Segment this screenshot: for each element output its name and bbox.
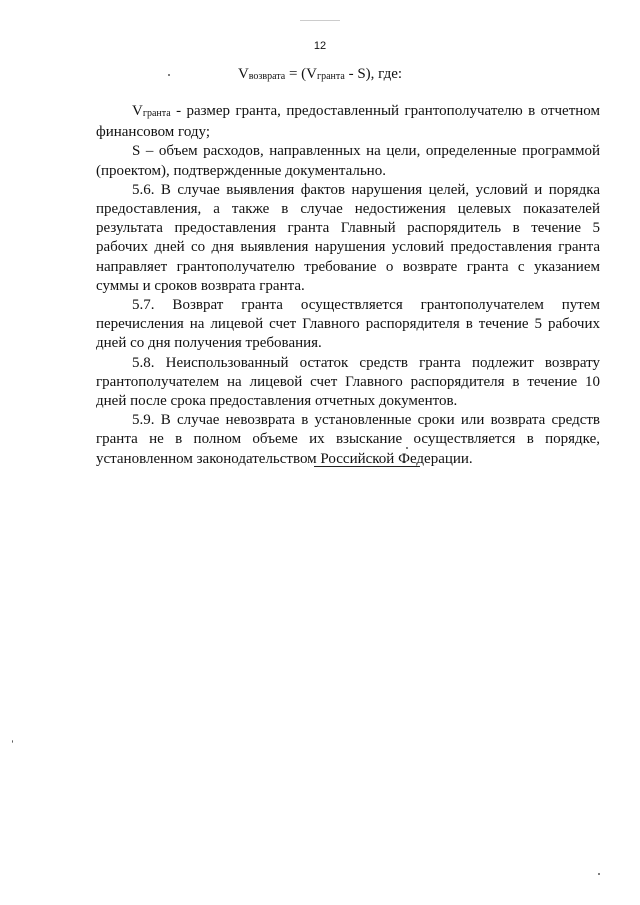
definition-v-symbol: V [132,103,143,119]
definition-v-subscript: гранта [142,108,171,119]
clause-5-6: 5.6. В случае выявления фактов нарушения целей, условий и порядка предоставления, а также в случае недостижения целевых показателей результата предоставления гранта Главный распорядитель в течение 5 рабочих дней со дня выявления нарушения условий предоставления гранта направляет грантополучателю требование о возврате гранта с указанием суммы и сроков возврата гранта. [96,181,600,294]
end-separator-line [314,466,420,467]
scan-speck [406,447,408,449]
clause-5-8: 5.8. Неиспользованный остаток средств гранта подлежит возврату грантополучателем на лицевой счет Главного распорядителя в течение 10 дней после срока предоставления отчетных документов. [96,354,600,410]
formula-subscript-grant: гранта [317,71,345,82]
definition-v-grant [96,102,600,142]
formula-subscript-return: возврата [248,71,286,82]
definition-s: S – объем расходов, направленных на цели, определенные программой (проектом), подтвержденные документально. [96,143,600,179]
return-formula [0,64,640,87]
formula-equals: = (V [285,66,318,82]
scan-speck [12,740,13,743]
scan-speck [168,74,170,76]
clause-5-9: 5.9. В случае невозврата в установленные сроки или возврата средств гранта не в полном объеме их взыскание осуществляется в порядке, установленном законодательством Российской Федерации. [96,412,600,467]
formula-v-symbol: V [237,66,249,82]
page-number: 12 [313,40,327,52]
clause-5-7: 5.7. Возврат гранта осуществляется грантополучателем путем перечисления на лицевой счет Главного распорядителя в течение 5 рабочих дней со дня получения требования. [96,297,600,352]
scan-speck [598,873,600,875]
formula-tail: - S), где: [344,66,403,82]
document-body [96,102,600,469]
definition-v-text: - размер гранта, предоставленный грантополучателю в отчетном финансовом году; [96,103,600,141]
scan-speck [300,20,340,21]
